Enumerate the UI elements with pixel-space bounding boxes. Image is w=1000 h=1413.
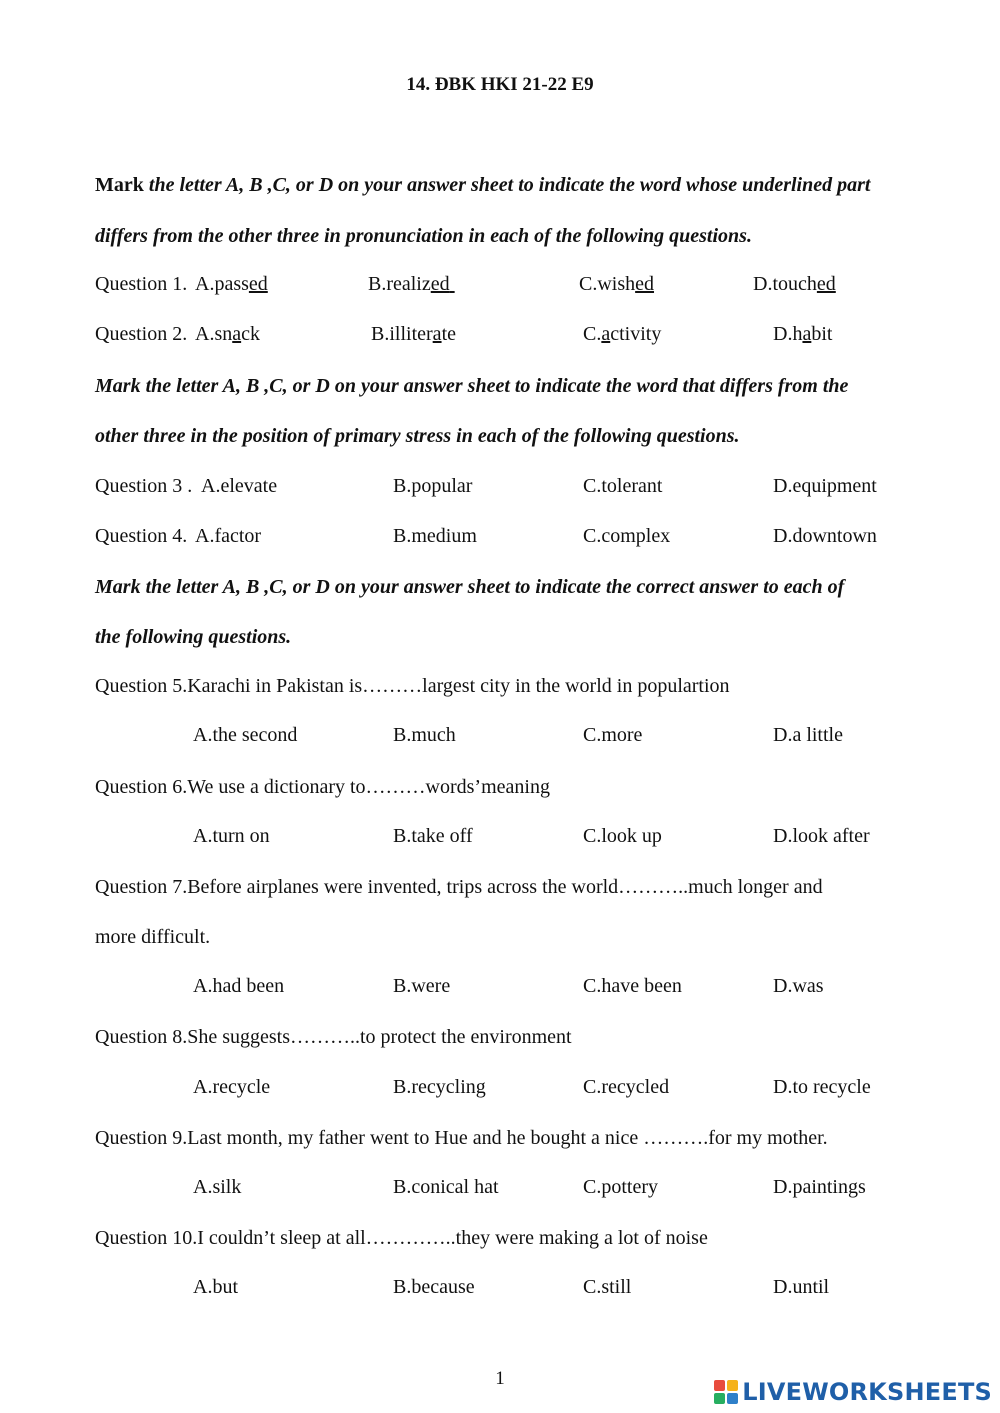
question-4-option-a: A.factor	[195, 525, 262, 547]
question-9-option-b: B.conical hat	[393, 1176, 499, 1198]
question-3-option-c: C.tolerant	[583, 475, 663, 497]
question-2-option-a: A.snack	[195, 323, 261, 345]
question-6-option-a: A.turn on	[193, 825, 270, 847]
logo-square-blue	[727, 1393, 738, 1404]
question-3-option-b: B.popular	[393, 475, 473, 497]
question-5-option-c: C.more	[583, 724, 643, 746]
liveworksheets-logo[interactable]	[714, 1378, 992, 1406]
instruction-text: the letter A, B ,C, or D on your answer sheet to indicate the word that differs from the	[140, 375, 849, 397]
question-7-option-d: D.was	[773, 975, 824, 997]
question-5-option-a: A.the second	[193, 724, 298, 746]
question-2-option-d: D.habit	[773, 323, 833, 345]
page-title: 14. ĐBK HKI 21-22 E9	[406, 74, 594, 95]
question-8-stem: Question 8.She suggests………..to protect the environment	[95, 1026, 572, 1048]
question-6-stem: Question 6.We use a dictionary to………words’meaning	[95, 776, 550, 798]
instruction-2-line-1	[95, 374, 848, 398]
question-9-option-c: C.pottery	[583, 1176, 658, 1198]
instruction-3-line-1	[95, 575, 844, 599]
question-8-option-c: C.recycled	[583, 1076, 670, 1098]
question-7-option-a: A.had been	[193, 975, 285, 997]
instruction-lead: Mark	[95, 174, 144, 196]
question-1-option-b: B.realized	[368, 273, 450, 295]
question-10-option-b: B.because	[393, 1276, 475, 1298]
question-10-stem: Question 10.I couldn’t sleep at all…………..they were making a lot of noise	[95, 1227, 708, 1249]
question-3-option-d: D.equipment	[773, 475, 877, 497]
question-7-stem: Question 7.Before airplanes were invented, trips across the world………..much longer and	[95, 876, 823, 898]
instruction-lead: Mark	[95, 375, 141, 397]
question-5-option-d: D.a little	[773, 724, 843, 746]
liveworksheets-logo-icon	[714, 1380, 738, 1404]
question-1-option-c: C.wished	[579, 273, 655, 295]
question-1-option-a: A.passed	[195, 273, 268, 295]
question-6-option-b: B.take off	[393, 825, 473, 847]
question-8-option-b: B.recycling	[393, 1076, 486, 1098]
question-8-option-a: A.recycle	[193, 1076, 271, 1098]
instruction-1-line-2: differs from the other three in pronunciation in each of the following questions.	[95, 225, 752, 247]
question-6-option-d: D.look after	[773, 825, 870, 847]
question-5-stem: Question 5.Karachi in Pakistan is………largest city in the world in populartion	[95, 675, 730, 697]
question-2-option-b: B.illiterate	[371, 323, 456, 345]
question-9-stem: Question 9.Last month, my father went to Hue and he bought a nice ……….for my mother.	[95, 1127, 828, 1149]
question-4-option-b: B.medium	[393, 525, 477, 547]
question-10-option-d: D.until	[773, 1276, 830, 1298]
question-4-option-d: D.downtown	[773, 525, 877, 547]
question-2-label: Question 2.	[95, 323, 188, 345]
page-number: 1	[495, 1368, 505, 1389]
question-8-option-d: D.to recycle	[773, 1076, 871, 1098]
instruction-2-line-2: other three in the position of primary stress in each of the following questions.	[95, 425, 740, 447]
question-7-option-b: B.were	[393, 975, 451, 997]
question-10-option-c: C.still	[583, 1276, 632, 1298]
question-4-option-c: C.complex	[583, 525, 671, 547]
question-7-option-c: C.have been	[583, 975, 682, 997]
instruction-3-line-2: the following questions.	[95, 626, 292, 648]
liveworksheets-logo-text: LIVEWORKSHEETS	[742, 1378, 992, 1406]
instruction-text: the letter A, B ,C, or D on your answer sheet to indicate the correct answer to each of	[140, 576, 845, 598]
question-9-option-a: A.silk	[193, 1176, 242, 1198]
question-1-option-d: D.touched	[753, 273, 836, 295]
question-7-stem-continued: more difficult.	[95, 926, 211, 948]
instruction-text: the letter A, B ,C, or D on your answer sheet to indicate the word whose underlined part	[143, 174, 871, 196]
question-2-option-c: C.activity	[583, 323, 662, 345]
question-10-option-a: A.but	[193, 1276, 238, 1298]
question-3-option-a: A.elevate	[201, 475, 278, 497]
logo-square-green	[714, 1393, 725, 1404]
question-1-label: Question 1.	[95, 273, 188, 295]
logo-square-red	[714, 1380, 725, 1391]
instruction-lead: Mark	[95, 576, 141, 598]
question-4-label: Question 4.	[95, 525, 188, 547]
logo-square-yellow	[727, 1380, 738, 1391]
question-5-option-b: B.much	[393, 724, 456, 746]
question-3-label: Question 3 .	[95, 475, 193, 497]
question-6-option-c: C.look up	[583, 825, 662, 847]
question-9-option-d: D.paintings	[773, 1176, 866, 1198]
instruction-1-line-1	[95, 173, 870, 197]
